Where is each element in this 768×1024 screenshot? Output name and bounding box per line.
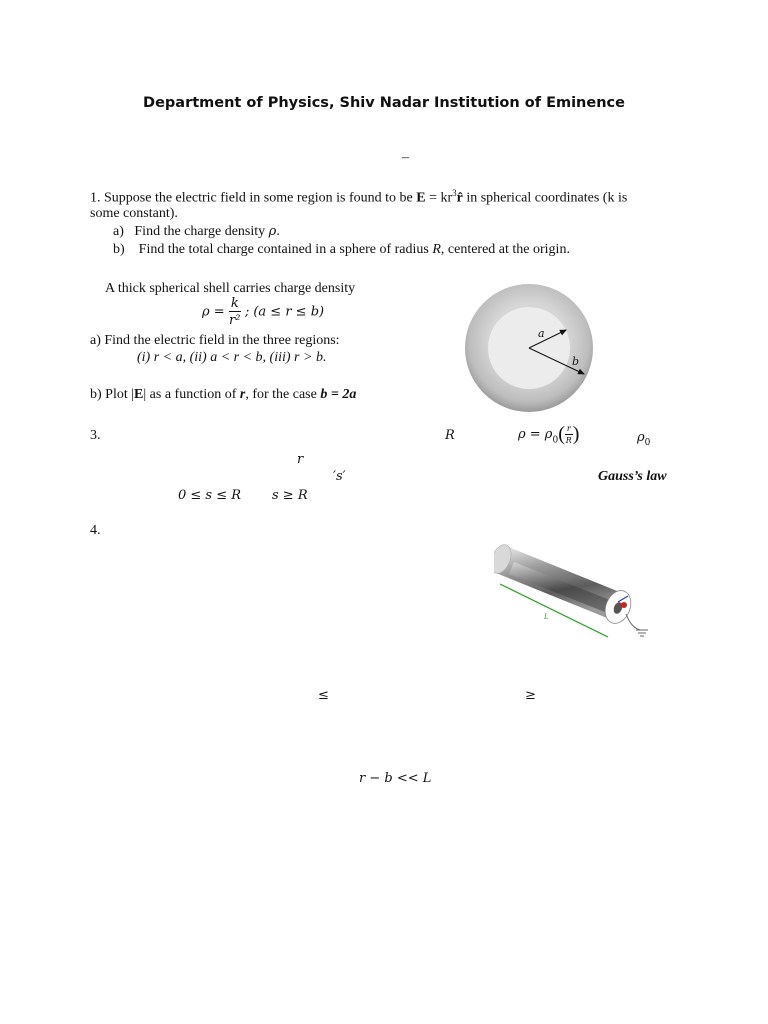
q1-line2: some constant). [90,206,178,221]
coaxial-cylinder-figure [494,528,654,643]
q3-rho0: $\rho_0$ [637,430,651,449]
q3-range-outside: s ≥ R [272,488,308,503]
q4-le-symbol: ≤ [318,688,329,703]
q3-s: ′s′ [333,469,346,484]
q3-radius-R: R [445,428,455,443]
q2-fraction: $\frac{k}{\text{r²}}$ [229,296,241,328]
q3-density-equation: $\rho = \rho_0$( $\frac{r}{R}$ ) [518,423,580,446]
q3-gauss-law: Gauss’s law [598,469,667,484]
q1-line1: 1. Suppose the electric field in some region is found to be $E = kr^3r̂$ in spherical coordinates (k is [90,188,628,206]
ground-icon [636,630,648,636]
q1-part-b: b) Find the total charge contained in a sphere of radius R, centered at the origin. [113,242,570,257]
label-a: a [538,327,545,340]
ground-wire [626,614,640,630]
q2-density-equation: ρ = $\frac{k}{\text{r²}}$ ; (a ≤ r ≤ b) [202,296,325,328]
q3-fraction: $\frac{r}{R}$ [565,423,572,445]
q2-part-a: a) Find the electric field in the three regions: [90,333,340,348]
q4-ge-symbol: ≥ [525,688,536,703]
q3-r: r [297,452,304,467]
spherical-shell-figure [463,280,603,416]
q3-number: 3. [90,428,101,443]
label-b: b [572,355,580,368]
q4-number: 4. [90,523,101,538]
q3-range-inside: 0 ≤ s ≤ R [178,488,242,503]
q2-intro: A thick spherical shell carries charge density [105,281,356,296]
charge-marker [621,602,627,608]
q4-approximation: r − b << L [359,771,432,786]
page-title: Department of Physics, Shiv Nadar Institution of Eminence [143,95,625,111]
q2-regions: (i) r < a, (ii) a < r < b, (iii) r > b. [137,350,327,365]
q2-part-b: b) Plot |E| as a function of r, for the case b = 2a [90,387,357,402]
label-L: L [544,613,549,621]
subtitle-dash: – [402,150,409,165]
q1-part-a: a) Find the charge density ρ. [113,224,280,239]
